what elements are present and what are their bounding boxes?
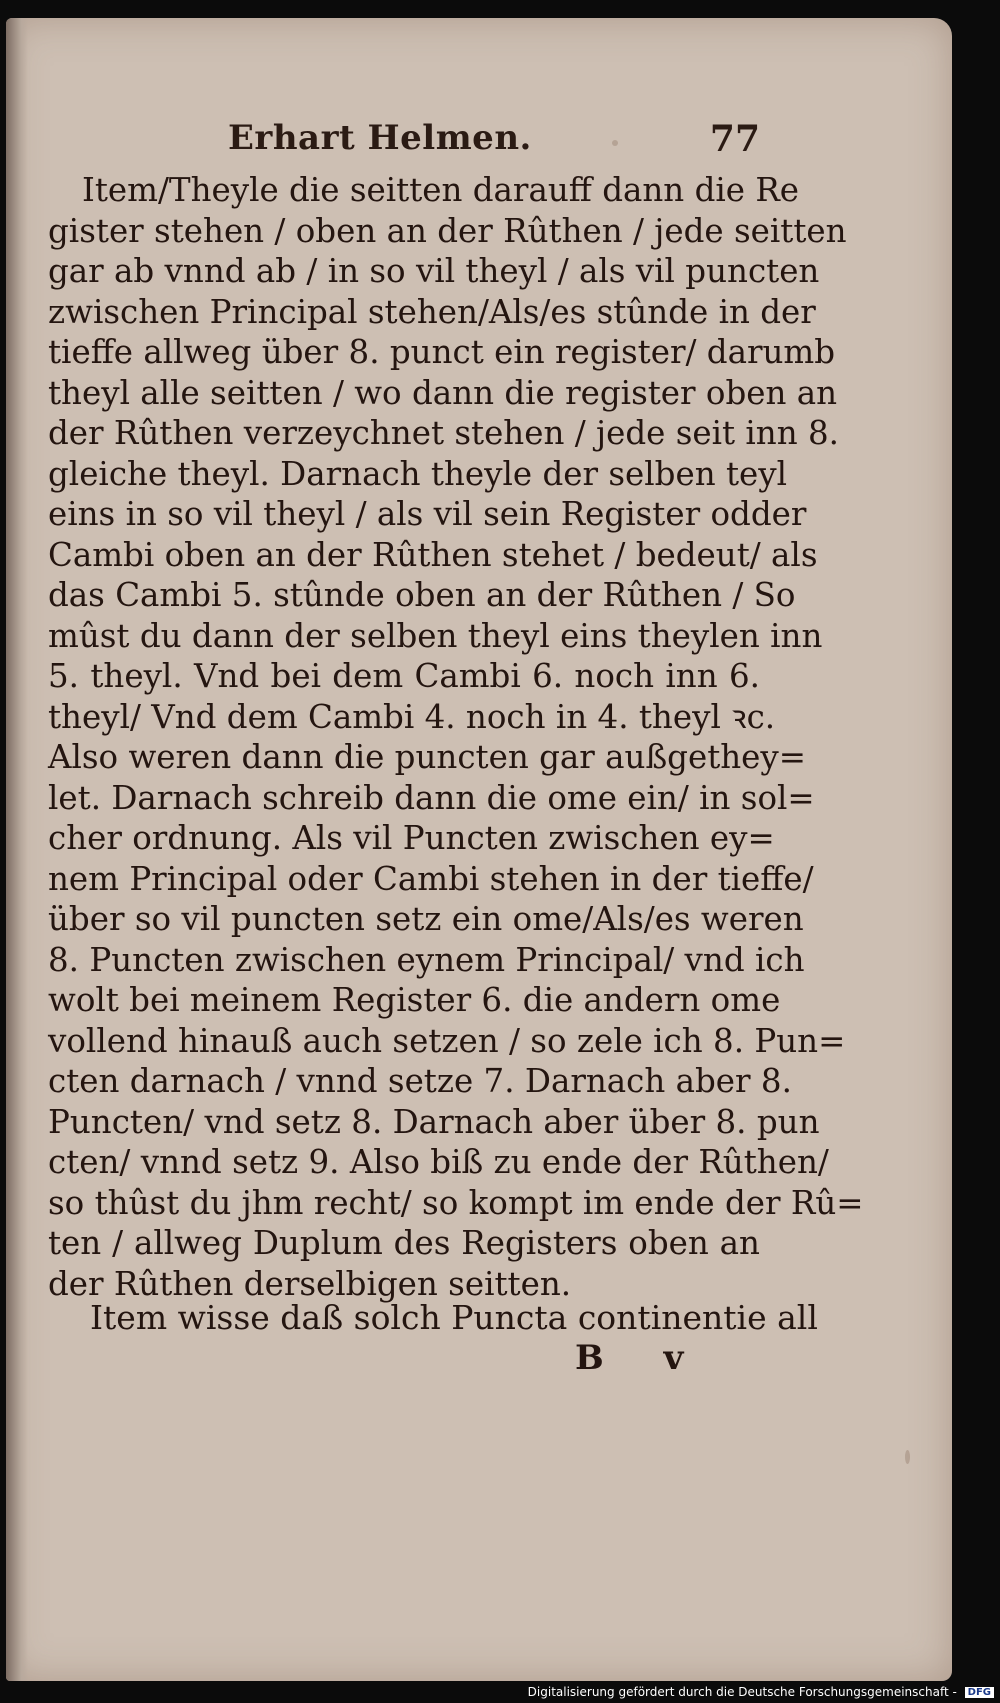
text-line: cten darnach / vnnd setze 7. Darnach aber 8. — [48, 1062, 792, 1100]
text-line: cten/ vnnd setz 9. Also biß zu ende der Rûthen/ — [48, 1143, 829, 1181]
text-line: Item/Theyle die seitten darauff dann die Re — [82, 171, 800, 209]
text-line: wolt bei meinem Register 6. die andern ome — [48, 981, 781, 1019]
text-line: 5. theyl. Vnd bei dem Cambi 6. noch inn 6. — [48, 657, 760, 695]
digitization-credit — [528, 1685, 994, 1699]
running-title: Erhart Helmen. — [228, 118, 532, 158]
page-gutter-shadow — [6, 18, 28, 1681]
text-line: zwischen Principal stehen/Als/es stûnde in der — [48, 292, 816, 331]
text-line: gleiche theyl. Darnach theyle der selben teyl — [48, 454, 788, 493]
text-line: theyl alle seitten / wo dann die register oben an — [48, 373, 838, 412]
credit-text: Digitalisierung gefördert durch die Deutsche Forschungsgemeinschaft - — [527, 1685, 957, 1699]
text-line: der Rûthen verzeychnet stehen / jede seit inn 8. — [48, 414, 839, 452]
text-line: cher ordnung. Als vil Puncten zwischen ey= — [48, 819, 775, 857]
paper-stain — [905, 1450, 910, 1464]
text-line: Puncten/ vnd setz 8. Darnach aber über 8. pun — [48, 1102, 820, 1141]
text-line: Cambi oben an der Rûthen stehet / bedeut/ als — [48, 535, 818, 574]
text-line: das Cambi 5. stûnde oben an der Rûthen / So — [48, 576, 796, 614]
text-line: mûst du dann der selben theyl eins theylen inn — [48, 616, 823, 655]
text-line: vollend hinauß auch setzen / so zele ich 8. Pun= — [48, 1021, 846, 1060]
text-line: Also weren dann die puncten gar außgethey= — [48, 738, 807, 776]
text-line: tieffe allweg über 8. punct ein register/ darumb — [48, 333, 836, 371]
text-line: eins in so vil theyl / als vil sein Register odder — [48, 495, 807, 533]
text-line: gister stehen / oben an der Rûthen / jede seitten — [48, 211, 847, 250]
body-text — [48, 170, 864, 1304]
text-line: 8. Puncten zwischen eynem Principal/ vnd ich — [48, 940, 805, 979]
text-line: ten / allweg Duplum des Registers oben an — [48, 1224, 760, 1262]
folio-number: 77 — [709, 118, 760, 160]
running-head — [48, 118, 760, 160]
text-line: theyl/ Vnd dem Cambi 4. noch in 4. theyl ꝛc. — [48, 697, 776, 736]
text-line: der Rûthen derselbigen seitten. — [48, 1264, 572, 1303]
text-line: gar ab vnnd ab / in so vil theyl / als vil puncten — [48, 252, 820, 290]
dfg-logo: DFG — [965, 1687, 994, 1698]
paragraph-start: Item wisse daß solch Puncta continentie all — [90, 1298, 818, 1337]
text-line: über so vil puncten setz ein ome/Als/es weren — [48, 900, 804, 938]
text-line: nem Principal oder Cambi stehen in der tieffe/ — [48, 859, 814, 898]
signature-mark: B v — [575, 1338, 708, 1378]
text-line: let. Darnach schreib dann die ome ein/ in sol= — [48, 778, 815, 817]
text-line: so thûst du jhm recht/ so kompt im ende der Rû= — [48, 1183, 864, 1222]
